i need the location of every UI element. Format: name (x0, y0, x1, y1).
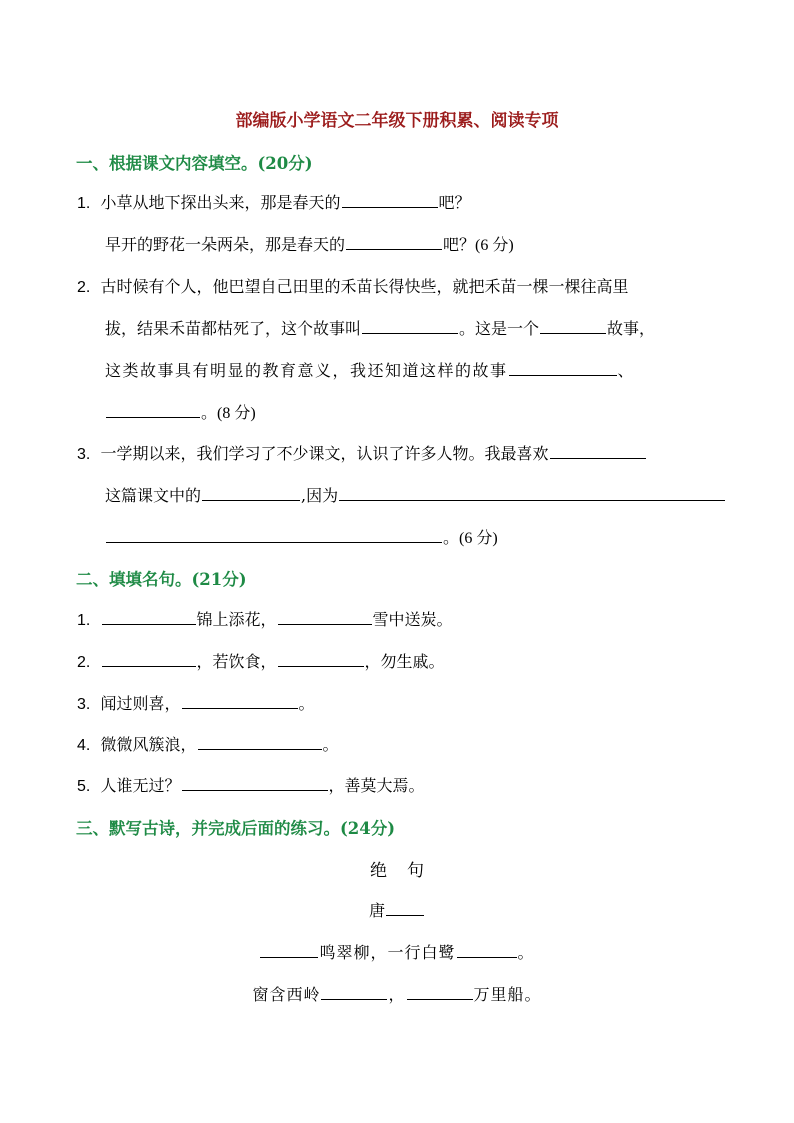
question-text: ，善莫大焉。 (328, 776, 425, 795)
answer-blank[interactable] (182, 774, 328, 791)
section-2-heading-text: 二、填填名句。 (76, 570, 192, 589)
question-text: 闻过则喜， (100, 694, 181, 713)
answer-blank[interactable] (509, 359, 617, 376)
poem-line-1 (0, 940, 794, 963)
question-3-line-3 (105, 525, 498, 548)
poem-dynasty-row (0, 898, 794, 921)
question-3-line-2 (105, 483, 726, 506)
poem-text: 窗含西岭 (252, 985, 321, 1004)
section-2-points: (21分) (191, 570, 247, 589)
question-1-line-1 (77, 190, 471, 213)
section-3-points: (24分) (340, 819, 396, 838)
poem-text: 万里船。 (473, 985, 542, 1004)
question-text: 一学期以来，我们学习了不少课文，认识了许多人物。我最喜欢 (100, 444, 549, 463)
answer-blank[interactable] (106, 401, 200, 418)
question-text: ，勿生戚。 (364, 652, 445, 671)
answer-blank[interactable] (339, 484, 725, 501)
question-points: (6 分) (475, 237, 514, 254)
question-text: 雪中送炭。 (372, 610, 453, 629)
answer-blank[interactable] (198, 733, 322, 750)
section-1-heading-text: 一、根据课文内容填空。 (76, 154, 258, 173)
author-blank[interactable] (386, 899, 424, 916)
question-number: 2. (77, 279, 91, 296)
answer-blank[interactable] (407, 983, 473, 1000)
poem-text: ， (388, 985, 406, 1004)
question-3-line-1 (77, 441, 647, 464)
question-2-line-3 (105, 358, 635, 381)
question-text: 古时候有个人，他巴望自己田里的禾苗长得快些，就把禾苗一棵一棵往高里 (100, 277, 629, 296)
poem-title: 绝句 (370, 861, 444, 881)
answer-blank[interactable] (540, 317, 606, 334)
answer-blank[interactable] (278, 608, 372, 625)
answer-blank[interactable] (182, 692, 298, 709)
question-text: 。 (201, 403, 218, 422)
answer-blank[interactable] (457, 941, 517, 958)
question-text: 故事， (607, 319, 656, 338)
question-points: (6 分) (459, 530, 498, 547)
proverb-item-3 (77, 691, 315, 714)
question-text: 。 (298, 694, 315, 713)
proverb-item-2 (77, 649, 445, 672)
poem-dynasty: 唐 (368, 901, 385, 920)
question-text: 、 (617, 361, 636, 380)
poem-title-row (0, 856, 794, 881)
question-text: 拔，结果禾苗都枯死了，这个故事叫 (105, 319, 362, 338)
question-number: 1. (77, 612, 91, 629)
question-text: 早开的野花一朵两朵，那是春天的 (105, 235, 346, 254)
answer-blank[interactable] (346, 233, 442, 250)
answer-blank[interactable] (362, 317, 458, 334)
question-points: (8 分) (217, 405, 256, 422)
poem-line-2 (0, 982, 794, 1005)
question-text: 人谁无过？ (100, 776, 181, 795)
question-text: 微微风簇浪， (100, 735, 197, 754)
question-number: 3. (77, 696, 91, 713)
answer-blank[interactable] (260, 941, 318, 958)
question-number: 4. (77, 737, 91, 754)
answer-blank[interactable] (102, 608, 196, 625)
section-1-heading (76, 150, 313, 174)
question-1-line-2 (105, 232, 514, 255)
proverb-item-1 (77, 607, 453, 630)
question-text: 锦上添花， (196, 610, 277, 629)
question-text: 这篇课文中的 (105, 486, 202, 505)
question-number: 1. (77, 195, 91, 212)
proverb-item-4 (77, 732, 339, 755)
section-3-heading (76, 815, 395, 839)
question-text: 。 (322, 735, 339, 754)
section-3-heading-text: 三、默写古诗，并完成后面的练习。 (76, 819, 340, 838)
answer-blank[interactable] (106, 526, 442, 543)
question-number: 2. (77, 654, 91, 671)
question-text: ，若饮食， (196, 652, 277, 671)
question-text: 。这是一个 (459, 319, 540, 338)
answer-blank[interactable] (321, 983, 387, 1000)
section-2-heading (76, 566, 247, 590)
question-text: ,因为 (301, 486, 339, 505)
question-number: 3. (77, 446, 91, 463)
question-2-line-1 (77, 274, 629, 297)
question-text: 这类故事具有明显的教育意义，我还知道这样的故事 (105, 361, 508, 380)
question-number: 5. (77, 778, 91, 795)
answer-blank[interactable] (102, 650, 196, 667)
question-2-line-2 (105, 316, 655, 339)
question-2-line-4 (105, 400, 256, 423)
answer-blank[interactable] (550, 442, 646, 459)
question-text: 吧？ (438, 193, 471, 212)
proverb-item-5 (77, 773, 425, 796)
page-title: 部编版小学语文二年级下册积累、阅读专项 (235, 111, 559, 131)
question-text: 。 (443, 528, 460, 547)
question-text: 小草从地下探出头来，那是春天的 (100, 193, 341, 212)
answer-blank[interactable] (202, 484, 300, 501)
poem-text: 鸣翠柳，一行白鹭 (319, 943, 456, 962)
question-text: 吧？ (443, 235, 476, 254)
answer-blank[interactable] (342, 191, 438, 208)
answer-blank[interactable] (278, 650, 364, 667)
poem-text: 。 (517, 943, 535, 962)
section-1-points: (20分) (257, 154, 313, 173)
